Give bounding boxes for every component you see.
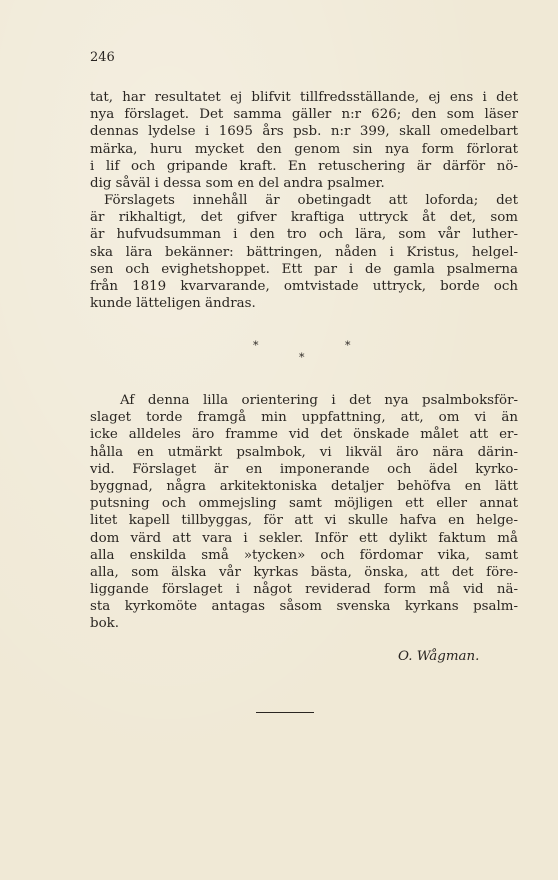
text-line: tat, har resultatet ej blifvit tillfredsställande, ej ens i det [90, 90, 518, 105]
text-line: märka, huru mycket den genom sin nya form förlorat [90, 141, 518, 157]
text-line: vid. Förslaget är en imponerande och ädel kyrko- [90, 461, 518, 477]
text-line: Förslagets innehåll är obetingadt att loforda; det [104, 193, 518, 208]
text-line: slaget torde framgå min uppfattning, att, om vi än [90, 410, 518, 426]
text-line: alla enskilda små »tycken» och fördomar vika, samt [90, 547, 518, 563]
asterism-star: * [299, 351, 305, 364]
asterism-star: * [345, 339, 351, 352]
text-line: från 1819 kvarvarande, omtvistade uttryck, borde och [90, 278, 518, 294]
page-number: 246 [90, 50, 115, 65]
paragraph-2 [90, 192, 518, 312]
text-line: kunde lätteligen ändras. [90, 296, 256, 312]
paragraph-3 [90, 392, 518, 633]
text-line: är hufvudsumman i den tro och lära, som vår luther- [90, 227, 518, 243]
text-line: hålla en utmärkt psalmbok, vi likväl äro nära därin- [90, 444, 518, 460]
text-line: litet kapell tillbyggas, för att vi skulle hafva en helge- [90, 513, 518, 529]
text-line: är rikhaltigt, det gifver kraftiga uttryck åt det, som [90, 210, 518, 226]
text-line: sen och evighetshoppet. Ett par i de gamla psalmerna [90, 261, 518, 277]
text-line: ska lära bekänner: bättringen, nåden i Kristus, helgel- [90, 244, 518, 260]
text-line: dennas lydelse i 1695 års psb. n:r 399, skall omedelbart [90, 124, 518, 140]
text-line: alla, som älska vår kyrkas bästa, önska, att det före- [90, 564, 518, 580]
text-line: sta kyrkomöte antagas såsom svenska kyrkans psalm- [90, 599, 518, 615]
text-line: icke alldeles äro framme vid det önskade målet att er- [90, 427, 518, 443]
text-line: liggande förslaget i något reviderad form må vid nä- [90, 582, 518, 598]
text-line: byggnad, några arkitektoniska detaljer behöfva en lätt [90, 478, 518, 494]
text-line: dig såväl i dessa som en del andra psalmer. [90, 175, 385, 191]
text-line: putsning och ommejsling samt möjligen ett eller annat [90, 496, 518, 512]
asterism-star: * [253, 339, 259, 352]
paragraph-1 [90, 89, 518, 192]
text-line: Af denna lilla orientering i det nya psalmboksför- [120, 393, 518, 408]
text-line: bok. [90, 616, 120, 632]
author-signature: O. Wågman. [398, 649, 480, 664]
text-line: dom värd att vara i sekler. Inför ett dylikt faktum må [90, 530, 518, 546]
text-line: i lif och gripande kraft. En retuschering är därför nö- [90, 158, 518, 174]
end-rule [256, 712, 314, 713]
text-line: nya förslaget. Det samma gäller n:r 626; den som läser [90, 107, 518, 123]
